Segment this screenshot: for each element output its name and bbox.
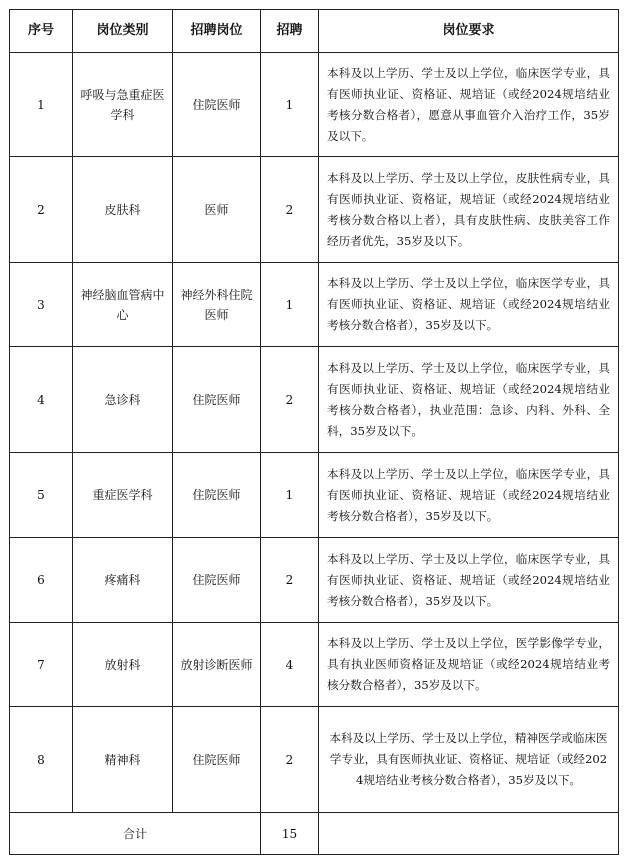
row-count: 1: [261, 453, 319, 538]
header-requirement: 岗位要求: [319, 10, 619, 53]
total-blank: [319, 813, 619, 855]
total-label: 合计: [10, 813, 261, 855]
row-requirement: 本科及以上学历、学士及以上学位，医学影像学专业，具有执业医师资格证及规培证（或经2024规培结业考核分数合格者），35岁及以下。: [319, 623, 619, 707]
row-no: 5: [10, 453, 73, 538]
row-requirement: 本科及以上学历、学士及以上学位，皮肤性病专业，具有医师执业证、资格证，规培证（或经2024规培结业考核分数合格以上者），具有皮肤性病、皮肤美容工作经历者优先，35岁及以下。: [319, 157, 619, 263]
row-requirement: 本科及以上学历、学士及以上学位，精神医学或临床医学专业，具有医师执业证、资格证、规培证（或经2024规培结业考核分数合格者），35岁及以下。: [319, 707, 619, 813]
row-position: 住院医师: [173, 538, 261, 623]
row-position: 住院医师: [173, 347, 261, 453]
row-no: 2: [10, 157, 73, 263]
row-count: 4: [261, 623, 319, 707]
total-count: 15: [261, 813, 319, 855]
row-count: 2: [261, 538, 319, 623]
header-position: 招聘岗位: [173, 10, 261, 53]
header-no: 序号: [10, 10, 73, 53]
row-category: 重症医学科: [73, 453, 173, 538]
header-category: 岗位类别: [73, 10, 173, 53]
table-row: [10, 453, 619, 538]
row-requirement: 本科及以上学历、学士及以上学位，临床医学专业，具有医师执业证、资格证、规培证（或经2024规培结业考核分数合格者），35岁及以下。: [319, 263, 619, 347]
row-count: 2: [261, 157, 319, 263]
row-position: 住院医师: [173, 707, 261, 813]
row-category: 神经脑血管病中心: [73, 263, 173, 347]
row-no: 7: [10, 623, 73, 707]
recruitment-table: [9, 9, 619, 855]
row-requirement: 本科及以上学历、学士及以上学位，临床医学专业，具有医师执业证、资格证、规培证（或经2024规培结业考核分数合格者），执业范围：急诊、内科、外科、全科，35岁及以下。: [319, 347, 619, 453]
row-count: 1: [261, 263, 319, 347]
row-category: 呼吸与急重症医学科: [73, 53, 173, 157]
row-count: 2: [261, 707, 319, 813]
row-category: 疼痛科: [73, 538, 173, 623]
row-position: 神经外科住院医师: [173, 263, 261, 347]
row-category: 皮肤科: [73, 157, 173, 263]
row-requirement: 本科及以上学历、学士及以上学位，临床医学专业，具有医师执业证、资格证、规培证（或经2024规培结业考核分数合格者），35岁及以下。: [319, 453, 619, 538]
header-row: [10, 10, 619, 53]
row-category: 精神科: [73, 707, 173, 813]
table-row: [10, 53, 619, 157]
table-row: [10, 263, 619, 347]
row-no: 6: [10, 538, 73, 623]
row-position: 放射诊断医师: [173, 623, 261, 707]
table-row: [10, 347, 619, 453]
row-position: 医师: [173, 157, 261, 263]
total-row: [10, 813, 619, 855]
row-requirement: 本科及以上学历、学士及以上学位，临床医学专业，具有医师执业证、资格证、规培证（或经2024规培结业考核分数合格者），35岁及以下。: [319, 538, 619, 623]
row-count: 2: [261, 347, 319, 453]
row-no: 4: [10, 347, 73, 453]
table-row: [10, 623, 619, 707]
row-category: 急诊科: [73, 347, 173, 453]
row-requirement: 本科及以上学历、学士及以上学位，临床医学专业，具有医师执业证、资格证、规培证（或经2024规培结业考核分数合格者），愿意从事血管介入治疗工作，35岁及以下。: [319, 53, 619, 157]
header-count: 招聘: [261, 10, 319, 53]
table-row: [10, 538, 619, 623]
row-position: 住院医师: [173, 453, 261, 538]
row-no: 1: [10, 53, 73, 157]
row-position: 住院医师: [173, 53, 261, 157]
table-row: [10, 707, 619, 813]
row-category: 放射科: [73, 623, 173, 707]
row-no: 8: [10, 707, 73, 813]
table-row: [10, 157, 619, 263]
row-count: 1: [261, 53, 319, 157]
row-no: 3: [10, 263, 73, 347]
